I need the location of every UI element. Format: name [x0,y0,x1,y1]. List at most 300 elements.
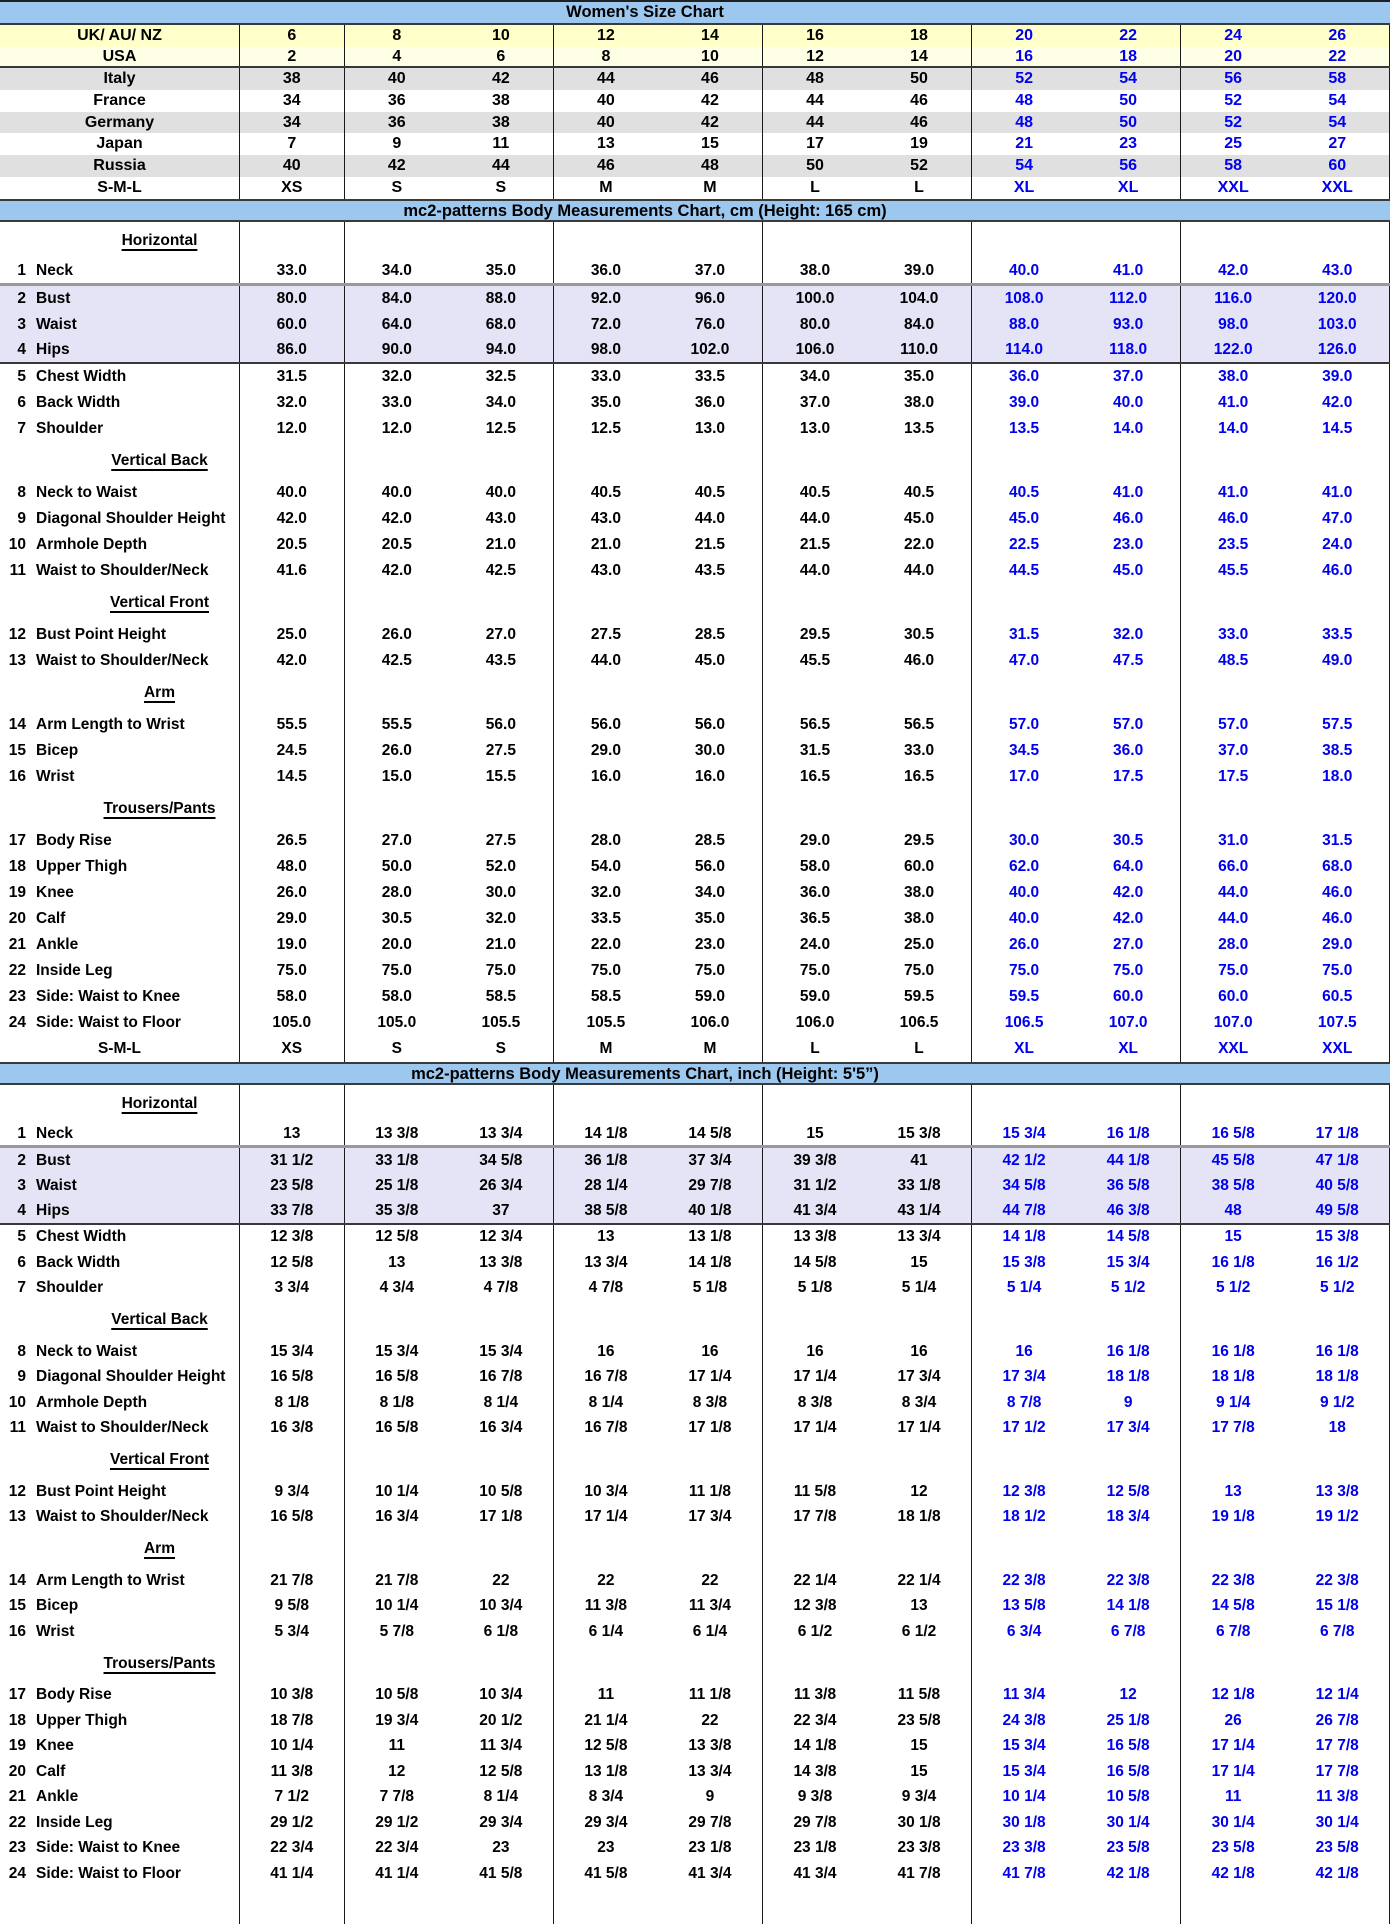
cell [554,674,659,712]
cell: 93.0 [1076,312,1181,338]
cell [1076,790,1181,828]
row-number: 17 [8,1686,26,1704]
cell: 16.5 [799,767,831,785]
row-label [0,416,240,442]
cell: 29.5 [799,625,831,643]
cell: 16 5/8 [240,1365,345,1391]
row-label-text: Bust [36,289,71,307]
cell: 8 [392,26,402,44]
cell: 75.0 [1076,958,1181,984]
cell [1076,1530,1181,1568]
section-title: Horizontal [121,1094,198,1112]
row-label-text: Bicep [36,1597,79,1615]
cell: 30 1/8 [867,1810,972,1836]
cell: 29 7/8 [658,1810,763,1836]
section-label [0,1441,240,1479]
cell: 8 3/8 [797,1393,833,1411]
row-label [0,1390,240,1416]
cell: 33 7/8 [240,1199,345,1223]
cell: 12 [867,1479,972,1505]
cell: 39 3/8 [793,1151,837,1169]
cell: 13 3/8 [793,1228,837,1246]
cell: 6 1/2 [797,1622,833,1640]
row-label-text: Armhole Depth [36,1393,148,1411]
row-label: Japan [0,133,240,155]
row-number: 15 [8,1597,26,1615]
cell: 42.5 [381,651,412,669]
cell: 39.0 [867,260,972,283]
cell: 59.5 [1009,987,1040,1005]
cell [240,1085,345,1123]
cell: 42.0 [1076,880,1181,906]
table-row-france [0,90,1390,112]
cell [240,442,345,480]
cell: 30 1/4 [1211,1813,1255,1831]
cell: 15 3/4 [1002,1737,1046,1755]
cell: S [449,1036,554,1062]
cell: 21 [1015,135,1033,153]
cell: 9 3/8 [797,1788,833,1806]
section-row-arm [0,674,1390,712]
cell: 88.0 [449,286,554,312]
row-number: 1 [17,1124,26,1142]
cell: 60.0 [240,312,345,338]
cell: 19 1/8 [1211,1508,1255,1526]
cell: 17 3/4 [1002,1368,1046,1386]
cell: 42 [449,68,554,90]
cell: 106.5 [1004,1013,1044,1031]
cell: 68.0 [449,312,554,338]
cell [972,1887,1077,1924]
row-label-text: Shoulder [36,419,104,437]
cell: 40.5 [658,480,763,506]
cell: 14 1/8 [793,1737,837,1755]
cell: 13.0 [658,416,763,442]
row-number: 21 [8,1788,26,1806]
cell [763,442,868,480]
cell: 33.0 [590,367,621,385]
cell: 103.0 [1285,312,1390,338]
cell [1076,1301,1181,1339]
cell: 31.5 [799,741,831,759]
row-label: USA [0,47,240,67]
cell: 32.0 [240,390,345,416]
row-label [0,1339,240,1365]
cell [1181,790,1286,828]
cell: M [599,178,613,196]
cell: 33 1/8 [375,1151,419,1169]
row-label [0,1123,240,1146]
cell [1076,1441,1181,1479]
cell: 36.5 [799,909,831,927]
cell [763,1301,868,1339]
cell: 32.0 [449,906,554,932]
cell: 11 3/4 [449,1734,554,1760]
cell: 49.0 [1285,648,1390,674]
cell: 56.0 [658,854,763,880]
cell: 41 7/8 [1002,1864,1046,1882]
section-row-vertical-back [0,1301,1390,1339]
row-label-text: Waist [36,1177,77,1195]
cell [554,790,659,828]
cell: 14 5/8 [1076,1225,1181,1251]
cell: 44 1/8 [1076,1148,1181,1174]
table-row-knee [0,1734,1390,1760]
cell: 40 [597,91,615,109]
cell [763,1085,868,1123]
cell: 75.0 [240,958,345,984]
cell: 16 3/4 [375,1508,419,1526]
cell [1076,1085,1181,1123]
cell: 16 1/8 [1076,1339,1181,1365]
cell: 36.0 [590,262,621,279]
cell: 26 [1224,1711,1242,1729]
cell [449,1887,554,1924]
cell: 32.0 [1076,622,1181,648]
cell: 4 [392,47,402,65]
cell: 14.0 [1076,416,1181,442]
cell: 17 1/4 [584,1508,628,1526]
cell: 29 7/8 [793,1813,837,1831]
row-label [0,712,240,738]
table-row-bust [0,286,1390,312]
cell: 42 [387,156,406,174]
cell: 44 [597,70,615,88]
cell: 34 [240,90,345,112]
cell: 15 3/4 [1076,1250,1181,1276]
cell: 16 1/2 [1285,1250,1390,1276]
cell [449,1530,554,1568]
cell [1181,1887,1286,1924]
row-label-text: Neck to Waist [36,1342,138,1360]
cell: S [391,178,403,196]
cell [449,1301,554,1339]
cell [658,674,763,712]
row-number: 13 [8,651,26,669]
row-number: 3 [17,1177,26,1195]
row-number: 7 [17,419,26,437]
cell: 40.5 [1009,483,1040,501]
cell: 40.0 [1076,390,1181,416]
cell [1181,584,1286,622]
row-label [0,338,240,362]
section-label [0,1301,240,1339]
cell: 22 [1076,25,1181,47]
cell [1181,1441,1286,1479]
cell [1076,1887,1181,1924]
section-label [0,584,240,622]
cell [867,1085,972,1123]
section-title: Arm [143,683,175,701]
cell: 12 3/8 [240,1225,345,1251]
cell: 8 1/4 [449,1390,554,1416]
cell [972,674,1077,712]
cell: 6 [449,47,554,67]
cell: 52 [1224,113,1243,131]
table-row-bust [0,1148,1390,1174]
cell: 64.0 [1076,854,1181,880]
cell: 42.0 [240,506,345,532]
cell: 13 3/8 [658,1734,763,1760]
table-row-waist-to-shoulder-neck [0,558,1390,584]
cell: 13.0 [799,419,831,437]
row-label [0,1505,240,1531]
cell: 25.0 [240,622,345,648]
cell: 17.0 [1009,767,1040,785]
cell: 28.0 [590,831,621,849]
cell: 44 [806,113,824,131]
cell: 4 7/8 [449,1276,554,1302]
cell: 15.5 [449,764,554,790]
cell [972,790,1077,828]
row-number: 2 [17,289,26,307]
cell: 22.5 [1009,535,1040,553]
cell: 17 1/4 [793,1368,837,1386]
row-label-text: Upper Thigh [36,857,128,875]
cell: 60 [1285,155,1390,177]
cell: 57.0 [1218,715,1249,733]
row-label [0,1594,240,1620]
cell: 43.5 [658,558,763,584]
row-label [0,1250,240,1276]
cell: 28.0 [381,883,412,901]
cell [763,1887,868,1924]
cell [240,1645,345,1683]
table-row-chest-width [0,364,1390,390]
row-label [0,1416,240,1442]
row-number: 11 [9,1419,26,1437]
cell: 27 [1285,133,1390,155]
cell: 17 7/8 [1285,1759,1390,1785]
row-label: S-M-L [0,177,240,199]
row-label [0,1276,240,1302]
cell: 10 5/8 [449,1479,554,1505]
cell: 8 1/4 [588,1393,624,1411]
cell: 18 7/8 [240,1708,345,1734]
cell: 22 [658,1568,763,1594]
cell: 12.5 [590,419,621,437]
cell: 26.0 [240,880,345,906]
cell: 44.0 [590,651,621,669]
cell: 48 [806,70,824,88]
cell [554,1530,659,1568]
row-number: 16 [8,1622,26,1640]
cell [658,584,763,622]
row-label [0,364,240,390]
cell [972,1530,1077,1568]
cell: XL [1013,178,1035,196]
row-label-text: Wrist [36,767,75,785]
cell: 22 3/4 [240,1836,345,1862]
cell: 13 [388,1253,406,1271]
cell: 11 3/8 [1285,1785,1390,1811]
cell: 16 7/8 [584,1419,628,1437]
cell: 13 [867,1594,972,1620]
cell: 22 3/8 [1285,1568,1390,1594]
cell: 50 [1076,112,1181,134]
cell: 40.0 [1009,883,1040,901]
cell: 26.0 [381,625,412,643]
cell [867,584,972,622]
row-label [0,312,240,338]
row-label [0,1365,240,1391]
section-row-vertical-back [0,442,1390,480]
cell: 8 1/4 [449,1785,554,1811]
cell: 29.0 [799,831,831,849]
cell: 21.0 [449,532,554,558]
cell: 38.5 [1285,738,1390,764]
cell: 27.5 [590,625,621,643]
cell: 5 1/2 [1076,1276,1181,1302]
row-label [0,1683,240,1709]
cell: 16 [806,26,824,44]
cell: 42.5 [449,558,554,584]
cell: 29.0 [590,741,621,759]
cell: 31.5 [240,364,345,390]
cell: 36 1/8 [584,1151,628,1169]
cell: 41.0 [1218,483,1249,501]
cell: 13 3/8 [1285,1479,1390,1505]
cell: 19 [867,133,972,155]
cell: 28.0 [1218,935,1249,953]
table-row-chest-width [0,1225,1390,1251]
cell: 23 5/8 [1211,1839,1255,1857]
cell: 118.0 [1076,338,1181,362]
cell: 106.5 [867,1010,972,1036]
table-row-s-m-l [0,1036,1390,1062]
cell: 14 1/8 [1076,1594,1181,1620]
cm-chart-title: mc2-patterns Body Measurements Chart, cm (Height: 165 cm) [0,199,1390,222]
cell: 14 [658,25,763,47]
cell: 60.0 [1218,987,1249,1005]
row-label [0,1619,240,1645]
cell: 13 5/8 [1002,1597,1046,1615]
table-row-uk-au-nz [0,25,1390,47]
cell: 16 3/8 [240,1416,345,1442]
cell: 54 [1285,112,1390,134]
table-row-back-width [0,390,1390,416]
cell: 21 7/8 [375,1571,419,1589]
cell: 16 7/8 [584,1368,628,1386]
section-title: Vertical Front [109,1451,210,1468]
cell: 107.0 [1213,1013,1253,1031]
cell: 88.0 [1009,315,1040,333]
cell [1181,1301,1286,1339]
table-row-body-rise [0,828,1390,854]
cell [240,1441,345,1479]
cell: 12 5/8 [240,1250,345,1276]
cell: 16 5/8 [375,1419,419,1437]
cell [1181,222,1286,260]
cell: 29.0 [1285,932,1390,958]
cell: 54 [1015,156,1033,174]
row-label-text: Waist to Shoulder/Neck [36,1508,209,1526]
cell: 14 3/8 [793,1762,837,1780]
cell: 10 [449,25,554,47]
row-label: Italy [0,68,240,90]
cell: 12 3/4 [449,1225,554,1251]
cell [345,790,450,828]
cell: 18 [867,25,972,47]
cell: 10 1/4 [1002,1788,1046,1806]
row-label-text: Bust Point Height [36,1482,167,1500]
cell: 40.0 [240,480,345,506]
cell: 3 3/4 [240,1276,345,1302]
cell: 8 [601,47,611,65]
cell: 15 3/4 [1002,1762,1046,1780]
cell: 17 7/8 [1211,1419,1255,1437]
cell: 42 1/8 [1285,1861,1390,1887]
cell: 12 1/8 [1211,1686,1255,1704]
cell [972,1645,1077,1683]
cell: 21 7/8 [240,1568,345,1594]
cell: 43.0 [590,561,621,579]
cell: 54.0 [590,857,621,875]
cell: L [810,1039,820,1057]
cell: 20 1/2 [449,1708,554,1734]
cell: 40.5 [590,483,621,501]
cell: 60.0 [1076,984,1181,1010]
row-number: 10 [8,535,26,553]
cell: 20.0 [381,935,412,953]
cell: 42.0 [381,561,412,579]
cell: 10 1/4 [375,1597,419,1615]
row-label-text: Waist to Shoulder/Neck [36,651,209,669]
cell: 23 1/8 [793,1839,837,1857]
cell: 17 1/8 [1285,1123,1390,1146]
cell: 22 [449,1568,554,1594]
cell: 21.0 [590,535,621,553]
row-label-text: Side: Waist to Floor [36,1864,181,1882]
cell: 35.0 [590,393,621,411]
cell [763,584,868,622]
cell: 30 1/4 [1076,1810,1181,1836]
cell [554,1887,659,1924]
cell: 18 [1285,1416,1390,1442]
row-number: 14 [8,1571,26,1589]
cell: 13 [240,1123,345,1146]
cell: 13 3/4 [867,1225,972,1251]
table-row-shoulder [0,416,1390,442]
row-number: 13 [8,1508,26,1526]
cell: 11 3/8 [584,1597,628,1615]
cell: 12 5/8 [584,1737,628,1755]
cell: 122.0 [1213,340,1253,358]
table-row-side-waist-to-floor [0,1010,1390,1036]
row-label-text: Neck to Waist [36,483,138,501]
cell: 16 5/8 [1211,1124,1255,1142]
cell: 12 3/8 [793,1597,837,1615]
cell: 47.5 [1076,648,1181,674]
cell: 14.0 [1218,419,1249,437]
cell: 46 3/8 [1076,1199,1181,1223]
cell: 41.0 [1218,393,1249,411]
cell [658,442,763,480]
row-label [0,622,240,648]
cell: 47 1/8 [1285,1148,1390,1174]
cell: 16 1/8 [1211,1342,1255,1360]
cell: 25.0 [867,932,972,958]
table-row-bust-point-height [0,1479,1390,1505]
cell: 40 5/8 [1285,1174,1390,1200]
cell: 36 5/8 [1076,1174,1181,1200]
cell: 44.0 [799,561,831,579]
cell: 14 1/8 [658,1250,763,1276]
cell: 48 [658,155,763,177]
row-number: 20 [8,1762,26,1780]
cell: 38 [449,90,554,112]
row-label [0,1479,240,1505]
